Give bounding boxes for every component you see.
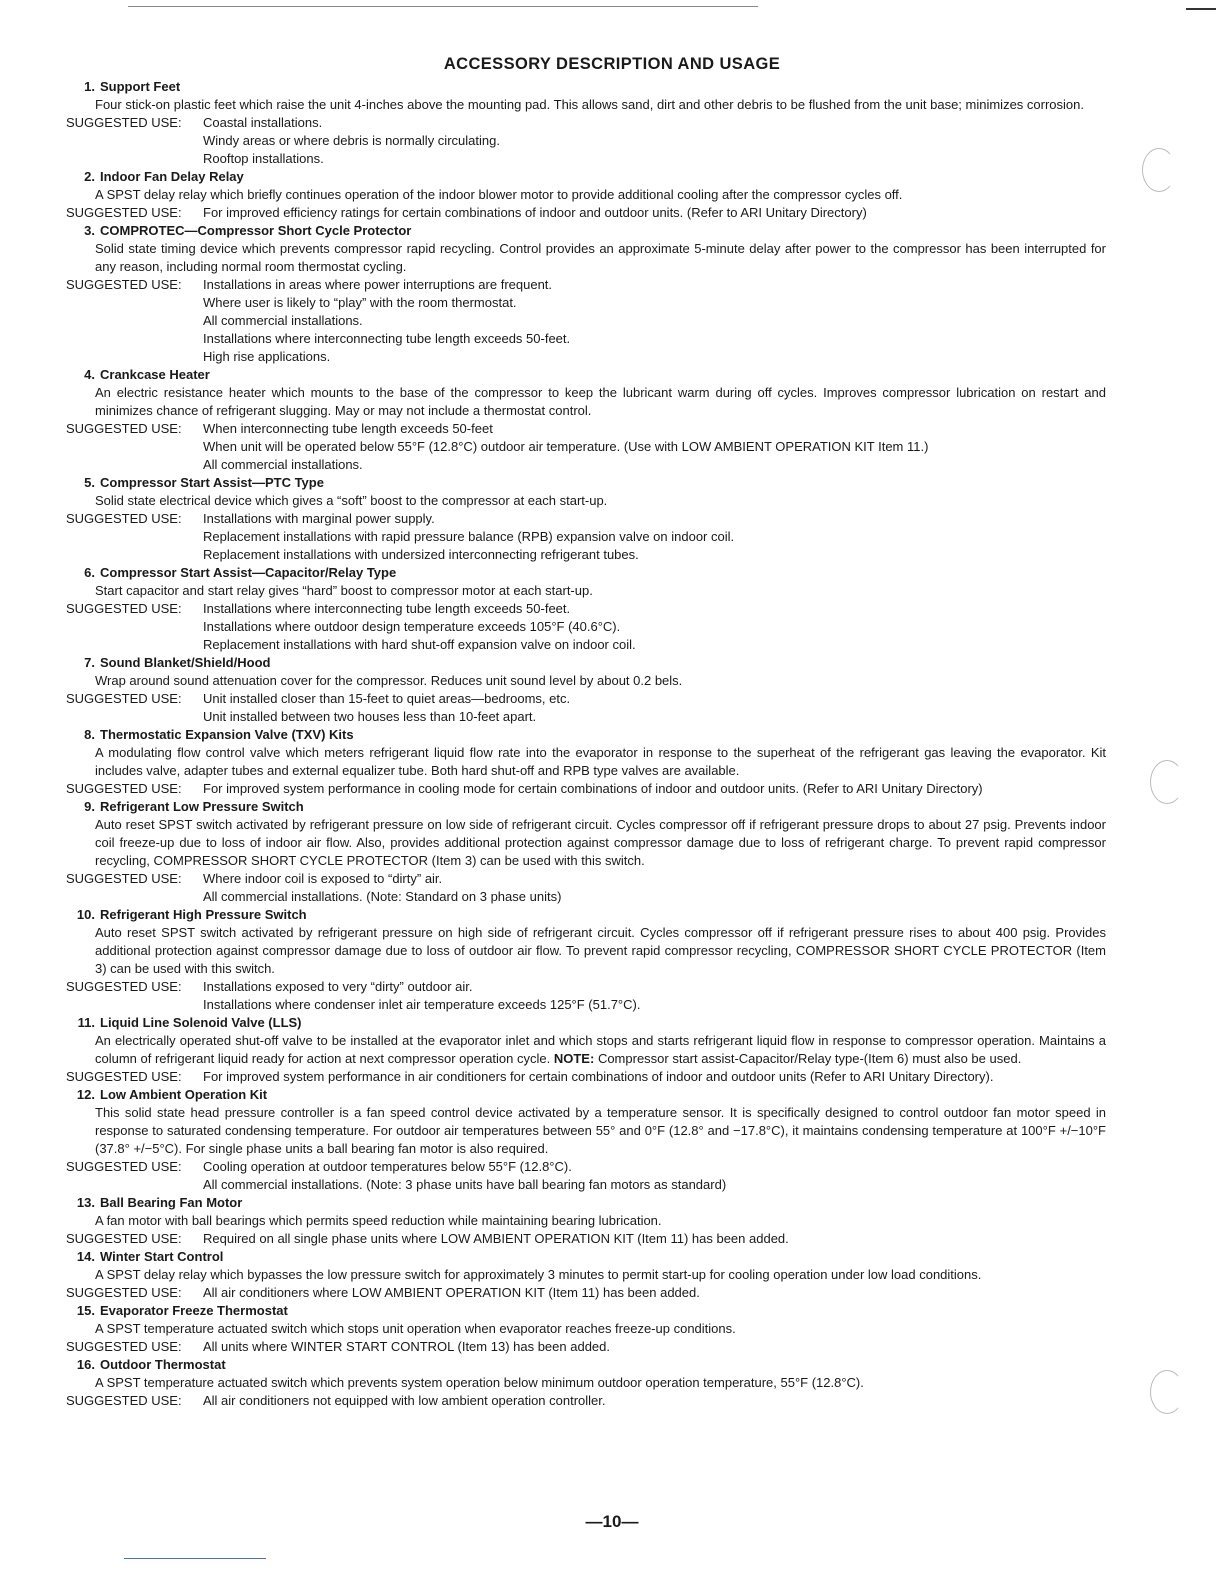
accessory-heading <box>66 1302 1106 1320</box>
suggested-use-label: SUGGESTED USE: <box>66 205 182 220</box>
suggested-use-line: Installations with marginal power supply. <box>203 511 435 526</box>
description-sentence: An electric resistance heater which mounts to the base of the compressor to keep the lubricant warm during off cycles. Improves compressor lubrication on restart and minimizes chance of refrigerant slugging. May or may not include a thermostat control. <box>95 385 1106 418</box>
suggested-use <box>66 1392 1106 1410</box>
item-number: 14. <box>76 1249 95 1264</box>
suggested-use-line: All commercial installations. <box>203 313 363 328</box>
top-rule <box>128 6 758 7</box>
accessory-heading <box>66 1086 1106 1104</box>
description-text <box>95 1032 1106 1068</box>
suggested-use-line: Unit installed between two houses less than 10-feet apart. <box>203 709 537 724</box>
item-description <box>66 96 1106 114</box>
description-sentence: An electrically operated shut-off valve to be installed at the evaporator inlet and which stops and starts refrigerant liquid flow in response to compressor operation. Maintains a column of refrigerant liquid ready for action at next compressor operation cycle. <box>95 1033 1106 1066</box>
accessory-list <box>66 78 1106 1410</box>
item-description <box>66 492 1106 510</box>
description-sentence: Start capacitor and start relay gives “hard” boost to compressor motor at each start-up. <box>95 583 593 598</box>
suggested-use-line: Installations where condenser inlet air temperature exceeds 125°F (51.7°C). <box>203 997 641 1012</box>
suggested-use-label: SUGGESTED USE: <box>66 511 182 526</box>
description-text <box>95 924 1106 978</box>
suggested-use-line: Windy areas or where debris is normally circulating. <box>203 133 500 148</box>
punch-hole <box>1142 148 1176 192</box>
suggested-use-label: SUGGESTED USE: <box>66 979 182 994</box>
item-number: 2. <box>84 169 95 184</box>
accessory-heading <box>66 78 1106 96</box>
suggested-use-label: SUGGESTED USE: <box>66 421 182 436</box>
page-number: —10— <box>585 1512 639 1531</box>
description-text <box>95 384 1106 420</box>
suggested-use-line: Replacement installations with undersized interconnecting refrigerant tubes. <box>203 547 639 562</box>
item-number: 11. <box>77 1015 95 1030</box>
item-number: 1. <box>84 79 95 94</box>
suggested-use-list <box>203 1338 1106 1356</box>
suggested-use-label: SUGGESTED USE: <box>66 1285 182 1300</box>
item-number: 5. <box>84 475 95 490</box>
accessory-heading <box>66 1248 1106 1266</box>
accessory-item <box>66 78 1106 168</box>
suggested-use-line: When unit will be operated below 55°F (12.8°C) outdoor air temperature. (Use with LOW AMBIENT OPERATION KIT Item 11.) <box>203 439 929 454</box>
suggested-use-line: Where indoor coil is exposed to “dirty” air. <box>203 871 443 886</box>
accessory-item <box>66 222 1106 366</box>
suggested-use <box>66 600 1106 654</box>
description-text <box>95 744 1106 780</box>
suggested-use-list <box>203 690 1106 726</box>
suggested-use-line: For improved efficiency ratings for certain combinations of indoor and outdoor units. (Refer to ARI Unitary Directory) <box>203 205 867 220</box>
description-sentence: Auto reset SPST switch activated by refrigerant pressure on low side of refrigerant circuit. Cycles compressor off if refrigerant pressure drops to about 27 psig. Prevents indoor coil freeze-up due to loss of indoor air flow. Also, provides additional protection against compressor damage due to loss of refrigerant charge. To prevent rapid compressor recycling, COMPRESSOR SHORT CYCLE PROTECTOR (Item 3) can be used with this switch. <box>95 817 1106 868</box>
item-number: 9. <box>84 799 95 814</box>
item-number: 10. <box>76 907 95 922</box>
item-description <box>66 240 1106 276</box>
accessory-heading <box>66 366 1106 384</box>
item-name: Outdoor Thermostat <box>100 1357 226 1372</box>
description-text <box>95 186 1106 204</box>
accessory-item <box>66 726 1106 798</box>
item-name: Compressor Start Assist—Capacitor/Relay Type <box>100 565 397 580</box>
suggested-use <box>66 1338 1106 1356</box>
suggested-use <box>66 510 1106 564</box>
accessory-heading <box>66 1194 1106 1212</box>
item-name: Indoor Fan Delay Relay <box>100 169 244 184</box>
accessory-item <box>66 1194 1106 1248</box>
accessory-heading <box>66 564 1106 582</box>
description-sentence: Solid state electrical device which gives a “soft” boost to the compressor at each start-up. <box>95 493 608 508</box>
suggested-use-list <box>203 1284 1106 1302</box>
suggested-use-label: SUGGESTED USE: <box>66 1069 182 1084</box>
suggested-use <box>66 690 1106 726</box>
suggested-use-list <box>203 978 1106 1014</box>
suggested-use-list <box>203 600 1106 654</box>
item-description <box>66 816 1106 870</box>
suggested-use-list <box>203 1392 1106 1410</box>
suggested-use-line: All commercial installations. <box>203 457 363 472</box>
item-description <box>66 1032 1106 1068</box>
item-name: Sound Blanket/Shield/Hood <box>100 655 271 670</box>
suggested-use-list <box>203 1068 1106 1086</box>
suggested-use-line: For improved system performance in cooling mode for certain combinations of indoor and outdoor units. (Refer to ARI Unitary Directory) <box>203 781 983 796</box>
suggested-use-line: Where user is likely to “play” with the room thermostat. <box>203 295 517 310</box>
item-name: Thermostatic Expansion Valve (TXV) Kits <box>100 727 354 742</box>
item-number: 7. <box>84 655 95 670</box>
punch-hole <box>1150 760 1184 804</box>
accessory-item <box>66 564 1106 654</box>
suggested-use-line: Installations where outdoor design temperature exceeds 105°F (40.6°C). <box>203 619 621 634</box>
accessory-item <box>66 798 1106 906</box>
item-description <box>66 924 1106 978</box>
accessory-heading <box>66 654 1106 672</box>
accessory-item <box>66 1014 1106 1086</box>
suggested-use <box>66 780 1106 798</box>
suggested-use-list <box>203 420 1106 474</box>
item-description <box>66 1266 1106 1284</box>
item-number: 6. <box>84 565 95 580</box>
top-right-mark <box>1186 8 1216 10</box>
item-number: 16. <box>76 1357 95 1372</box>
suggested-use-line: Replacement installations with rapid pressure balance (RPB) expansion valve on indoor coil. <box>203 529 735 544</box>
suggested-use-line: Installations exposed to very “dirty” outdoor air. <box>203 979 473 994</box>
suggested-use-line: Installations in areas where power interruptions are frequent. <box>203 277 553 292</box>
suggested-use <box>66 420 1106 474</box>
item-description <box>66 582 1106 600</box>
suggested-use-line: Cooling operation at outdoor temperatures below 55°F (12.8°C). <box>203 1159 572 1174</box>
description-text <box>95 1374 1106 1392</box>
item-number: 12. <box>76 1087 95 1102</box>
suggested-use-label: SUGGESTED USE: <box>66 1231 182 1246</box>
description-sentence: A modulating flow control valve which meters refrigerant liquid flow rate into the evaporator in response to the superheat of the refrigerant gas leaving the evaporator. Kit includes valve, adapter tubes and external equalizer tube. Both hard shut-off and RPB type valves are available. <box>95 745 1106 778</box>
accessory-item <box>66 1086 1106 1194</box>
suggested-use-label: SUGGESTED USE: <box>66 781 182 796</box>
suggested-use-list <box>203 1158 1106 1194</box>
page-title: ACCESSORY DESCRIPTION AND USAGE <box>443 55 781 73</box>
description-text <box>95 96 1106 114</box>
item-number: 15. <box>76 1303 95 1318</box>
item-name: Winter Start Control <box>100 1249 224 1264</box>
suggested-use-line: Coastal installations. <box>203 115 323 130</box>
suggested-use-list <box>203 510 1106 564</box>
item-number: 13. <box>76 1195 95 1210</box>
item-name: Support Feet <box>100 79 181 94</box>
item-number: 4. <box>84 367 95 382</box>
note-text: Compressor start assist-Capacitor/Relay type-(Item 6) must also be used. <box>597 1051 1022 1066</box>
suggested-use-line: All commercial installations. (Note: Standard on 3 phase units) <box>203 889 562 904</box>
suggested-use <box>66 276 1106 366</box>
item-name: Compressor Start Assist—PTC Type <box>100 475 324 490</box>
accessory-item <box>66 168 1106 222</box>
item-name: Low Ambient Operation Kit <box>100 1087 268 1102</box>
accessory-item <box>66 474 1106 564</box>
item-name: Crankcase Heater <box>100 367 210 382</box>
item-description <box>66 1212 1106 1230</box>
description-text <box>95 1104 1106 1158</box>
description-text <box>95 240 1106 276</box>
suggested-use-line: Replacement installations with hard shut-off expansion valve on indoor coil. <box>203 637 636 652</box>
item-description <box>66 186 1106 204</box>
accessory-item <box>66 1248 1106 1302</box>
note-label: NOTE: <box>553 1051 595 1066</box>
description-sentence: Auto reset SPST switch activated by refrigerant pressure on high side of refrigerant circuit. Cycles compressor off if refrigerant pressure rises to about 400 psig. Provides additional protection against compressor damage due to loss of outdoor air flow. To prevent rapid compressor recycling, COMPRESSOR SHORT CYCLE PROTECTOR (Item 3) can be used with this switch. <box>95 925 1106 976</box>
suggested-use-list <box>203 204 1106 222</box>
accessory-item <box>66 1302 1106 1356</box>
suggested-use <box>66 1068 1106 1086</box>
suggested-use-list <box>203 114 1106 168</box>
suggested-use-label: SUGGESTED USE: <box>66 601 182 616</box>
description-sentence: Wrap around sound attenuation cover for the compressor. Reduces unit sound level by about 0.2 bels. <box>95 673 683 688</box>
suggested-use-label: SUGGESTED USE: <box>66 1159 182 1174</box>
item-name: Evaporator Freeze Thermostat <box>100 1303 288 1318</box>
accessory-item <box>66 1356 1106 1410</box>
description-sentence: Solid state timing device which prevents compressor rapid recycling. Control provides an approximate 5-minute delay after power to the compressor has been interrupted for any reason, including normal room thermostat cycling. <box>95 241 1106 274</box>
item-name: Liquid Line Solenoid Valve (LLS) <box>100 1015 302 1030</box>
item-description <box>66 1104 1106 1158</box>
suggested-use-label: SUGGESTED USE: <box>66 1339 182 1354</box>
accessory-item <box>66 906 1106 1014</box>
description-sentence: Four stick-on plastic feet which raise the unit 4-inches above the mounting pad. This allows sand, dirt and other debris to be flushed from the unit base; minimizes corrosion. <box>95 97 1084 112</box>
bottom-rule <box>124 1558 266 1559</box>
suggested-use-line: All air conditioners where LOW AMBIENT OPERATION KIT (Item 11) has been added. <box>203 1285 700 1300</box>
suggested-use <box>66 1230 1106 1248</box>
suggested-use-line: All air conditioners not equipped with low ambient operation controller. <box>203 1393 606 1408</box>
accessory-heading <box>66 222 1106 240</box>
description-text <box>95 1320 1106 1338</box>
suggested-use-line: Installations where interconnecting tube length exceeds 50-feet. <box>203 331 571 346</box>
description-text <box>95 672 1106 690</box>
suggested-use-line: Unit installed closer than 15-feet to quiet areas—bedrooms, etc. <box>203 691 571 706</box>
suggested-use-line: When interconnecting tube length exceeds 50-feet <box>203 421 493 436</box>
accessory-heading <box>66 798 1106 816</box>
item-description <box>66 384 1106 420</box>
suggested-use-line: For improved system performance in air conditioners for certain combinations of indoor and outdoor units (Refer to ARI Unitary Directory). <box>203 1069 994 1084</box>
accessory-heading <box>66 168 1106 186</box>
item-name: Refrigerant High Pressure Switch <box>100 907 307 922</box>
accessory-item <box>66 654 1106 726</box>
suggested-use-line: All units where WINTER START CONTROL (Item 13) has been added. <box>203 1339 610 1354</box>
accessory-item <box>66 366 1106 474</box>
suggested-use <box>66 1284 1106 1302</box>
description-sentence: A SPST temperature actuated switch which stops unit operation when evaporator reaches freeze-up conditions. <box>95 1321 736 1336</box>
item-description <box>66 744 1106 780</box>
suggested-use-line: Installations where interconnecting tube length exceeds 50-feet. <box>203 601 571 616</box>
suggested-use-label: SUGGESTED USE: <box>66 1393 182 1408</box>
description-sentence: A fan motor with ball bearings which permits speed reduction while maintaining bearing lubrication. <box>95 1213 662 1228</box>
description-text <box>95 582 1106 600</box>
accessory-heading <box>66 474 1106 492</box>
suggested-use <box>66 204 1106 222</box>
description-text <box>95 1266 1106 1284</box>
suggested-use-label: SUGGESTED USE: <box>66 691 182 706</box>
suggested-use <box>66 978 1106 1014</box>
suggested-use <box>66 870 1106 906</box>
suggested-use-list <box>203 1230 1106 1248</box>
suggested-use <box>66 114 1106 168</box>
suggested-use-line: High rise applications. <box>203 349 331 364</box>
punch-hole <box>1150 1370 1184 1414</box>
item-description <box>66 1374 1106 1392</box>
description-sentence: A SPST delay relay which bypasses the low pressure switch for approximately 3 minutes to permit start-up for cooling operation under low load conditions. <box>95 1267 982 1282</box>
suggested-use-label: SUGGESTED USE: <box>66 115 182 130</box>
suggested-use-label: SUGGESTED USE: <box>66 871 182 886</box>
suggested-use <box>66 1158 1106 1194</box>
item-name: COMPROTEC—Compressor Short Cycle Protector <box>100 223 412 238</box>
suggested-use-list <box>203 780 1106 798</box>
description-text <box>95 816 1106 870</box>
description-text <box>95 492 1106 510</box>
description-sentence: A SPST delay relay which briefly continues operation of the indoor blower motor to provide additional cooling after the compressor cycles off. <box>95 187 903 202</box>
item-name: Ball Bearing Fan Motor <box>100 1195 243 1210</box>
suggested-use-line: All commercial installations. (Note: 3 phase units have ball bearing fan motors as standard) <box>203 1177 727 1192</box>
suggested-use-list <box>203 870 1106 906</box>
accessory-heading <box>66 1014 1106 1032</box>
item-name: Refrigerant Low Pressure Switch <box>100 799 304 814</box>
suggested-use-line: Required on all single phase units where LOW AMBIENT OPERATION KIT (Item 11) has been added. <box>203 1231 789 1246</box>
item-description <box>66 672 1106 690</box>
accessory-heading <box>66 1356 1106 1374</box>
item-description <box>66 1320 1106 1338</box>
description-text <box>95 1212 1106 1230</box>
item-number: 8. <box>84 727 95 742</box>
description-sentence: A SPST temperature actuated switch which prevents system operation below minimum outdoor operation temperature, 55°F (12.8°C). <box>95 1375 864 1390</box>
suggested-use-label: SUGGESTED USE: <box>66 277 182 292</box>
accessory-heading <box>66 726 1106 744</box>
accessory-heading <box>66 906 1106 924</box>
item-number: 3. <box>84 223 95 238</box>
description-sentence: This solid state head pressure controller is a fan speed control device activated by a temperature sensor. It is specifically designed to control outdoor fan motor speed in response to saturated condensing temperature. For outdoor air temperatures between 55° and 0°F (12.8° and −17.8°C), it maintains condensing temperature at 100°F +/−10°F (37.8° +/−5°C). For single phase units a ball bearing fan motor is also required. <box>95 1105 1106 1156</box>
suggested-use-list <box>203 276 1106 366</box>
suggested-use-line: Rooftop installations. <box>203 151 324 166</box>
